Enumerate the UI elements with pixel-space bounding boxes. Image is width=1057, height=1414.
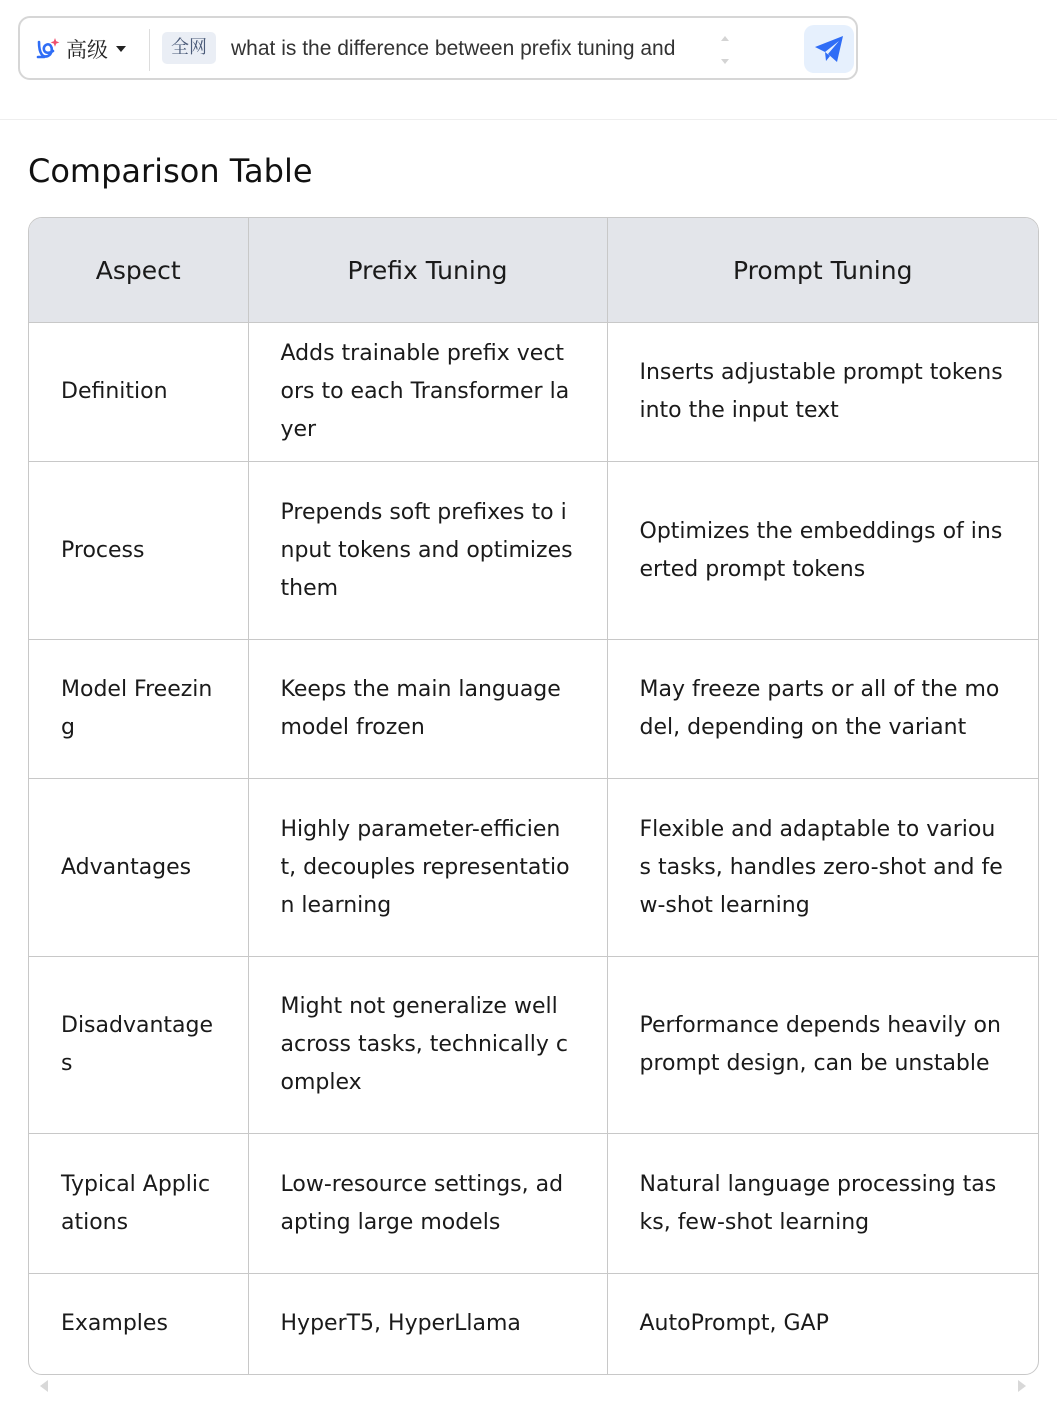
section-title: Comparison Table xyxy=(28,152,313,190)
row-label: Typical Applications xyxy=(29,1134,248,1274)
send-button[interactable] xyxy=(804,25,854,73)
table-row xyxy=(29,640,1038,779)
search-input[interactable] xyxy=(231,32,707,66)
search-box xyxy=(18,16,858,80)
column-header-prefix-tuning: Prefix Tuning xyxy=(248,218,607,323)
table-cell: HyperT5, HyperLlama xyxy=(248,1274,607,1375)
table-cell: Natural language processing tasks, few-shot learning xyxy=(607,1134,1038,1274)
search-mode-label: 高级 xyxy=(66,38,108,62)
search-mode-dropdown[interactable] xyxy=(35,32,126,66)
table-row xyxy=(29,462,1038,640)
table-cell: Low-resource settings, adapting large models xyxy=(248,1134,607,1274)
caret-down-icon xyxy=(116,45,126,53)
paper-plane-send-icon xyxy=(813,34,845,64)
table-cell: Highly parameter-efficient, decouples representation learning xyxy=(248,779,607,957)
stepper-arrows-icon[interactable] xyxy=(719,32,731,68)
row-label: Advantages xyxy=(29,779,248,957)
top-search-bar xyxy=(0,0,1057,120)
table-cell: Performance depends heavily on prompt design, can be unstable xyxy=(607,957,1038,1134)
comparison-table xyxy=(28,217,1039,1375)
row-label: Definition xyxy=(61,379,168,404)
row-label: Process xyxy=(29,462,248,640)
table-cell: Optimizes the embeddings of inserted prompt tokens xyxy=(607,462,1038,640)
column-header-prompt-tuning: Prompt Tuning xyxy=(607,218,1038,323)
ai-sparkle-icon xyxy=(35,36,61,62)
table-cell: Inserts adjustable prompt tokens into the input text xyxy=(607,323,1038,462)
table-cell: May freeze parts or all of the model, depending on the variant xyxy=(607,640,1038,779)
table-header-row xyxy=(29,218,1038,323)
table-cell: AutoPrompt, GAP xyxy=(607,1274,1038,1375)
table-cell: Flexible and adaptable to various tasks, handles zero-shot and few-shot learning xyxy=(607,779,1038,957)
table-row xyxy=(29,323,1038,462)
row-label: Examples xyxy=(29,1274,248,1375)
table-cell: Keeps the main language model frozen xyxy=(248,640,607,779)
table-row xyxy=(29,779,1038,957)
table-row xyxy=(29,957,1038,1134)
scroll-left-arrow-icon[interactable] xyxy=(38,1379,50,1393)
table-row xyxy=(29,1134,1038,1274)
table-cell: Prepends soft prefixes to input tokens and optimizes them xyxy=(248,462,607,640)
scroll-right-arrow-icon[interactable] xyxy=(1016,1379,1028,1393)
table-cell: Adds trainable prefix vectors to each Transformer layer xyxy=(248,323,607,462)
row-label: Disadvantages xyxy=(29,957,248,1134)
search-divider xyxy=(149,29,150,71)
column-header-aspect: Aspect xyxy=(29,218,248,323)
table-row xyxy=(29,1274,1038,1375)
row-label: Model Freezing xyxy=(29,640,248,779)
search-scope-tag[interactable]: 全网 xyxy=(162,32,216,64)
table-cell: Might not generalize well across tasks, technically complex xyxy=(248,957,607,1134)
